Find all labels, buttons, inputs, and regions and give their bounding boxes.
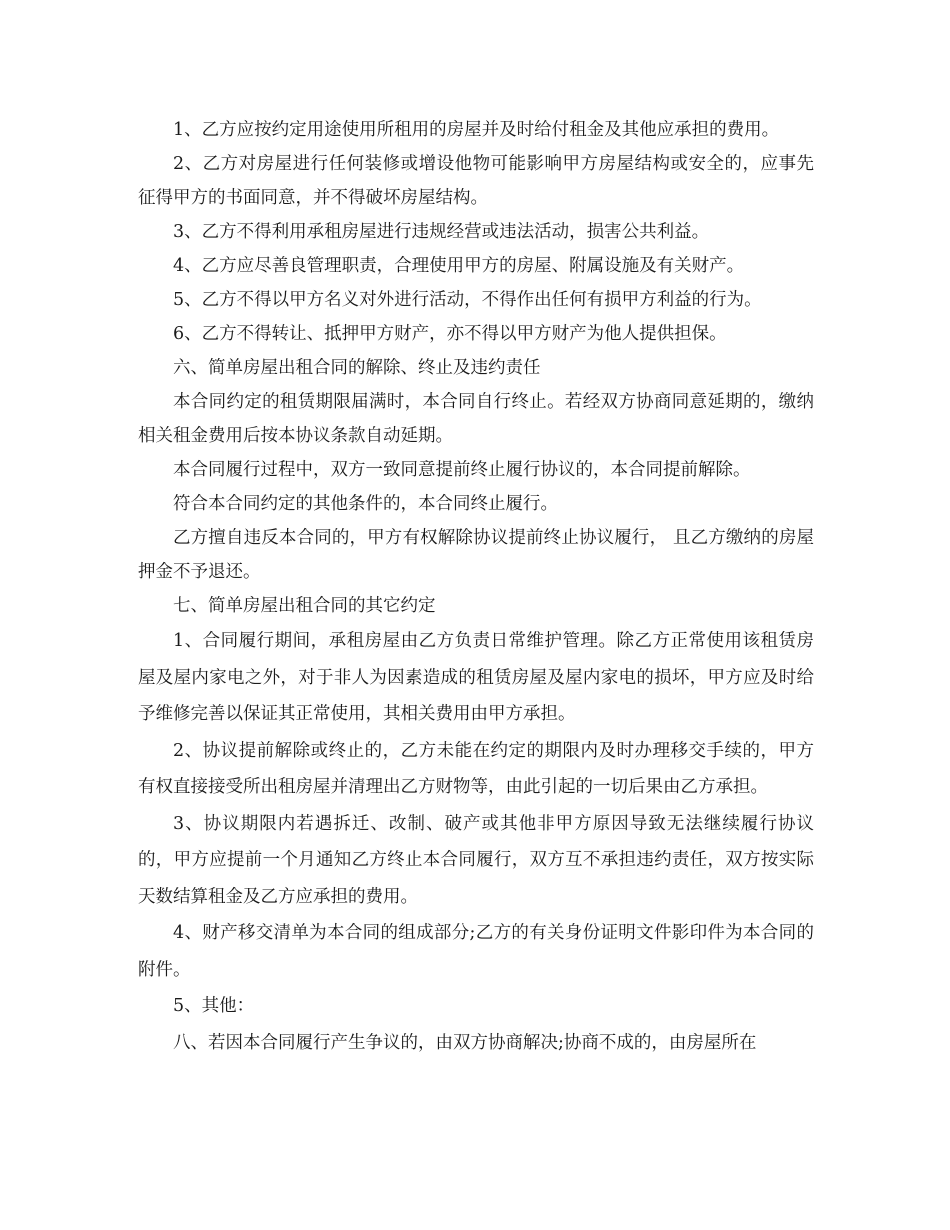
document-body xyxy=(138,113,814,1061)
section-heading-6: 六、简单房屋出租合同的解除、终止及违约责任 xyxy=(173,358,541,378)
other-clause-5: 5、其他： xyxy=(173,996,255,1016)
clause-3: 3、乙方不得利用承租房屋进行违规经营或违法活动，损害公共利益。 xyxy=(173,222,710,242)
clause-4: 4、乙方应尽善良管理职责，合理使用甲方的房屋、附属设施及有关财产。 xyxy=(173,256,745,276)
other-clause-2: 2、协议提前解除或终止的，乙方未能在约定的期限内及时办理移交手续的，甲方有权直接接受所出租房屋并清理出乙方财物等，由此引起的一切后果由乙方承担。 xyxy=(138,740,814,797)
other-clause-1: 1、合同履行期间，承租房屋由乙方负责日常维护管理。除乙方正常使用该租赁房屋及屋内家电之外，对于非人为因素造成的租赁房屋及屋内家电的损坏，甲方应及时给予维修完善以保证其正常使用，其相关费用由甲方承担。 xyxy=(138,631,814,724)
other-clause-4: 4、财产移交清单为本合同的组成部分;乙方的有关身份证明文件影印件为本合同的附件。 xyxy=(138,923,814,980)
clause-5: 5、乙方不得以甲方名义对外进行活动，不得作出任何有损甲方利益的行为。 xyxy=(173,290,762,310)
other-clause-3: 3、协议期限内若遇拆迁、改制、破产或其他非甲方原因导致无法继续履行协议的，甲方应提前一个月通知乙方终止本合同履行，双方互不承担违约责任，双方按实际天数结算租金及乙方应承担的费用。 xyxy=(138,813,814,907)
termination-paragraph-1: 本合同约定的租赁期限届满时，本合同自行终止。若经双方协商同意延期的，缴纳相关租金费用后按本协议条款自动延期。 xyxy=(138,392,814,446)
section-heading-7: 七、简单房屋出租合同的其它约定 xyxy=(173,596,436,616)
clause-6: 6、乙方不得转让、抵押甲方财产，亦不得以甲方财产为他人提供担保。 xyxy=(173,324,727,344)
clause-1: 1、乙方应按约定用途使用所租用的房屋并及时给付租金及其他应承担的费用。 xyxy=(173,120,780,140)
termination-paragraph-2: 本合同履行过程中，双方一致同意提前终止履行协议的，本合同提前解除。 xyxy=(173,460,751,480)
termination-paragraph-4: 乙方擅自违反本合同的，甲方有权解除协议提前终止协议履行， 且乙方缴纳的房屋押金不予退还。 xyxy=(138,528,814,582)
termination-paragraph-3: 符合本合同约定的其他条件的，本合同终止履行。 xyxy=(173,494,558,514)
clause-2: 2、乙方对房屋进行任何装修或增设他物可能影响甲方房屋结构或安全的，应事先征得甲方的书面同意，并不得破坏房屋结构。 xyxy=(138,154,814,208)
section-heading-8: 八、若因本合同履行产生争议的，由双方协商解决;协商不成的，由房屋所在 xyxy=(173,1032,757,1053)
